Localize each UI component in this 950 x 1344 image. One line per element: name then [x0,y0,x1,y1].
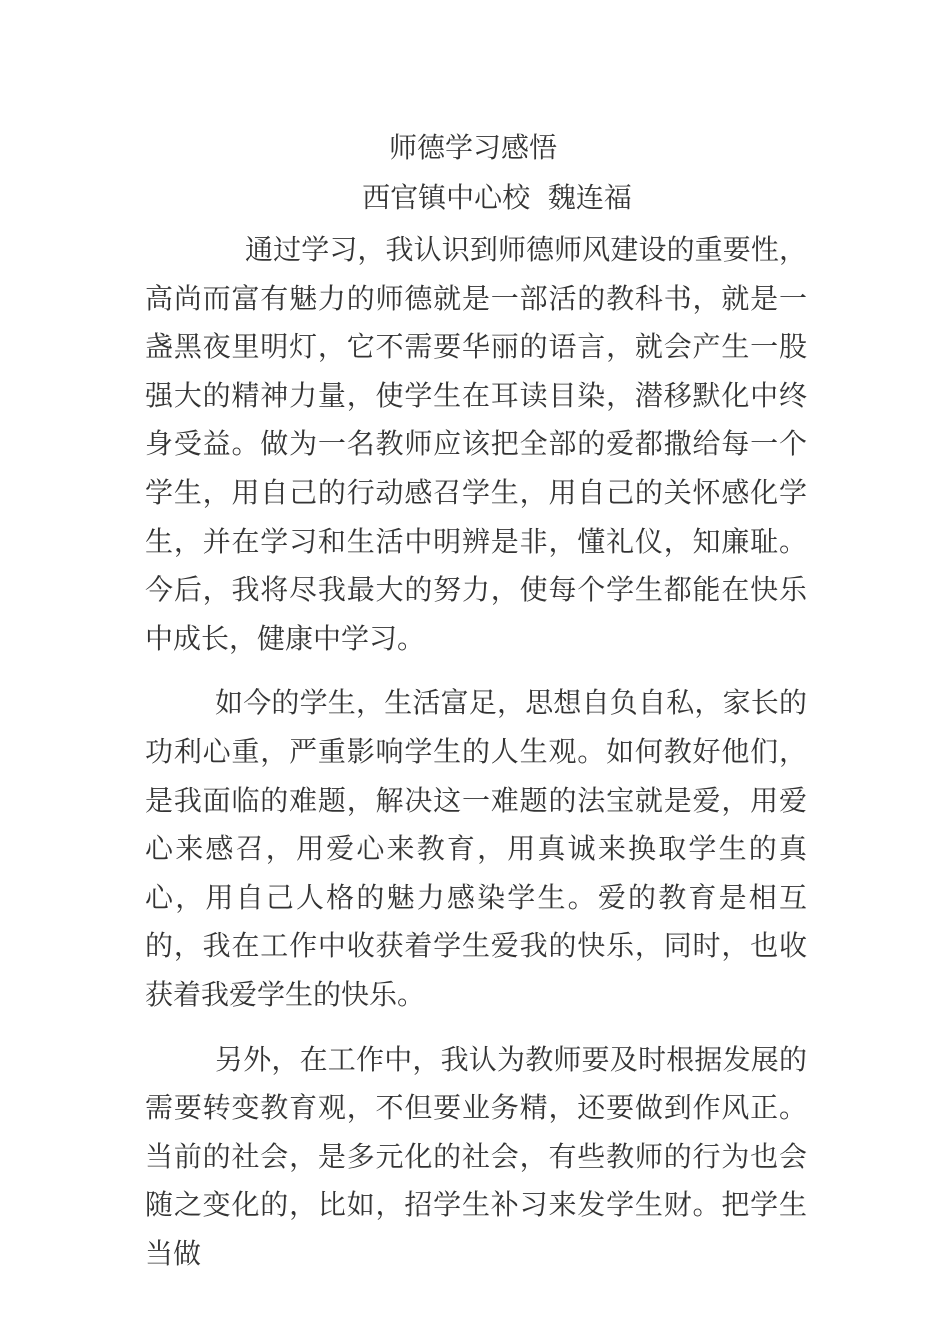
paragraph-2: 如今的学生，生活富足，思想自负自私，家长的功利心重，严重影响学生的人生观。如何教好他们，是我面临的难题，解决这一难题的法宝就是爱，用爱心来感召，用爱心来教育，用真诚来换取学生的真心，用自己人格的魅力感染学生。爱的教育是相互的，我在工作中收获着学生爱我的快乐，同时，也收获着我爱学生的快乐。 [145,686,807,1011]
author-line: 西官镇中心校 魏连福 [362,181,632,214]
paragraph-1: 通过学习，我认识到师德师风建设的重要性，高尚而富有魅力的师德就是一部活的教科书，就是一盏黑夜里明灯，它不需要华丽的语言，就会产生一股强大的精神力量，使学生在耳读目染，潜移默化中终身受益。做为一名教师应该把全部的爱都撒给每一个学生，用自己的行动感召学生，用自己的关怀感化学生，并在学习和生活中明辨是非，懂礼仪，知廉耻。今后，我将尽我最大的努力，使每个学生都能在快乐中成长，健康中学习。 [145,233,807,655]
paragraph-3: 另外，在工作中，我认为教师要及时根据发展的需要转变教育观，不但要业务精，还要做到作风正。当前的社会，是多元化的社会，有些教师的行为也会随之变化的，比如，招学生补习来发学生财。把学生当做 [145,1042,807,1270]
document-title-wrap [0,128,950,168]
document-title: 师德学习感悟 [388,131,557,164]
author-line-wrap [0,178,950,218]
document-body [145,226,807,1278]
